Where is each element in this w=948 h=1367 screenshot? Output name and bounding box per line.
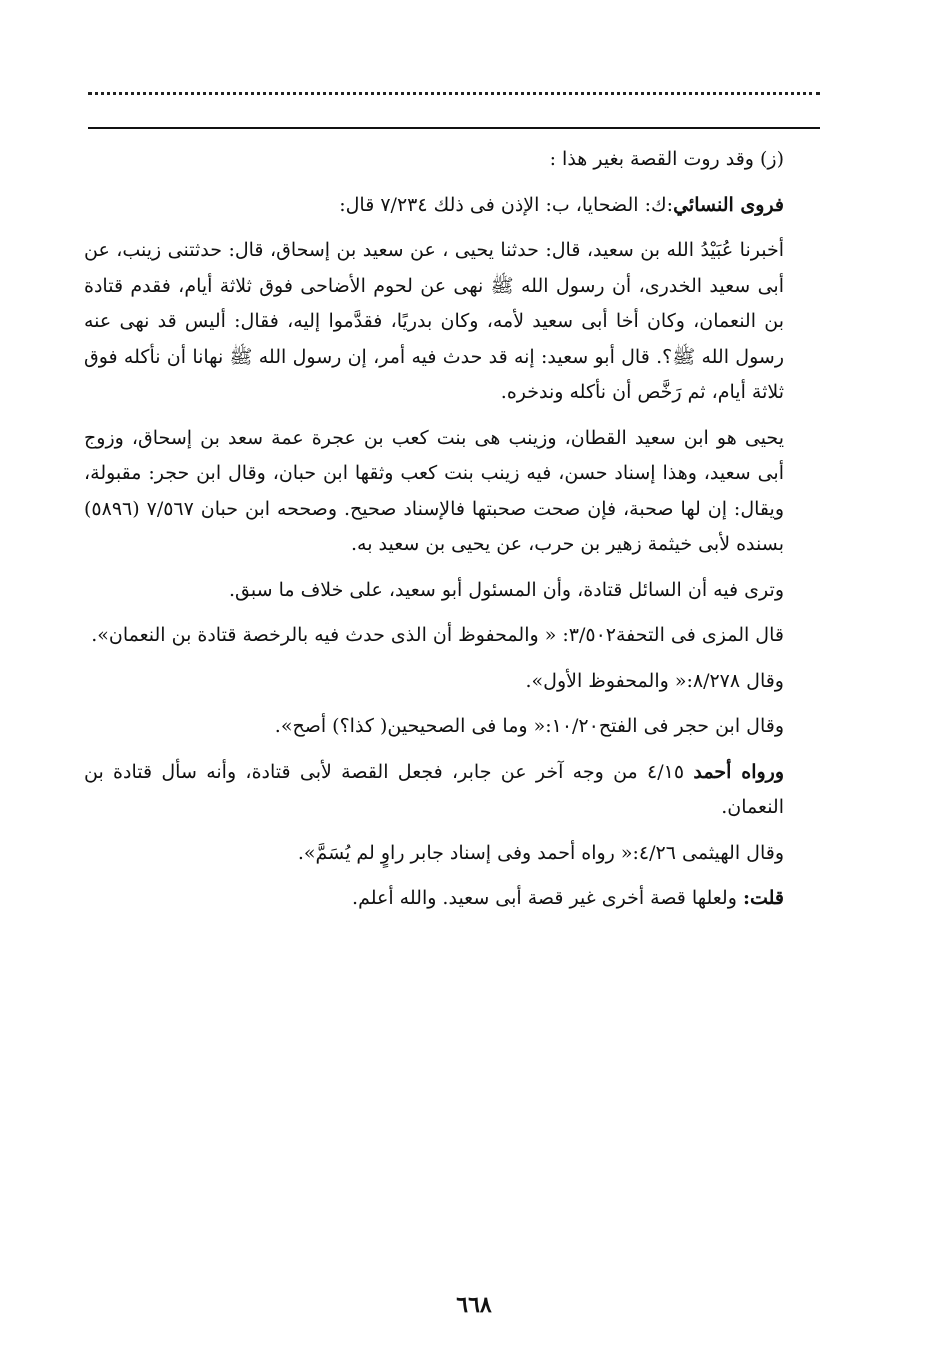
paragraph-haythami: وقال الهيثمى ٤/٢٦:« رواه أحمد وفى إسناد جابر راوٍ لم يُسَمَّ».	[297, 841, 784, 864]
paragraph-intro: (ز) وقد روت القصة بغير هذا :	[549, 148, 784, 170]
paragraph-note: وترى فيه أن السائل قتادة، وأن المسئول أبو سعيد، على خلاف ما سبق.	[229, 578, 784, 601]
paragraph-ibn-hajar: وقال ابن حجر فى الفتح١٠/٢٠:« وما فى الصحيحين( كذا؟) أصح».	[274, 715, 784, 737]
source-reference: :ك: الضحايا، ب: الإذن فى ذلك ٧/٢٣٤ قال:	[339, 193, 674, 216]
paragraph-conclusion	[84, 881, 824, 917]
source-heading-ahmad: ورواه أحمد	[693, 760, 784, 783]
header-rule	[88, 127, 820, 129]
paragraph-commentary: يحيى هو ابن سعيد القطان، وزينب هى بنت كعب بن عجرة عمة سعد بن إسحاق، وزوج أبى سعيد، وهذا إسناد حسن، فيه زينب بنت كعب وثقها ابن حبان، وقال ابن حجر: مقبولة، ويقال: إن لها صحبة، فإن صحت صحبتها فالإسناد صحيح. وصححه ابن حبان ٧/٥٦٧ (٥٨٩٦) بسنده لأبى خيثمة زهير بن حرب، عن يحيى بن سعيد به.	[84, 426, 784, 555]
conclusion-text: ولعلها قصة أخرى غير قصة أبى سعيد. والله أعلم.	[352, 887, 743, 909]
paragraph-hadith: أخبرنا عُبَيْدُ الله بن سعيد، قال: حدثنا يحيى ، عن سعيد بن إسحاق، قال: حدثتنى زينب، عن أبى سعيد الخدرى، أن رسول الله ﷺ نهى عن لحوم الأضاحى فوق ثلاثة أيام، فقدم قتادة بن النعمان، وكان أخا أبى سعيد لأمه، وكان بدريًا، فقدَّموا إليه، فقال: أليس قد نهى عنه رسول الله ﷺ؟. قال أبو سعيد: إنه قد حدث فيه أمر، إن رسول الله ﷺ نهانا أن نأكله فوق ثلاثة أيام، ثم رَخَّص أن نأكله وندخره.	[84, 239, 784, 403]
paragraph-mizzi: قال المزى فى التحفة٣/٥٠٢: « والمحفوظ أن الذى حدث فيه بالرخصة قتادة بن النعمان».	[91, 624, 784, 646]
source-heading-nasai: فروى النسائي	[673, 193, 784, 216]
dotted-rule	[88, 92, 820, 95]
ahmad-reference: ٤/١٥ من وجه آخر عن جابر، فجعل القصة لأبى قتادة، وأنه سأل قتادة بن النعمان.	[84, 760, 784, 818]
paragraph-nasai-source	[84, 188, 824, 224]
page-number: ٦٦٨	[456, 1292, 492, 1318]
paragraph-ahmad	[84, 755, 824, 826]
paragraph-mizzi-2: وقال ٨/٢٧٨:« والمحفوظ الأول».	[525, 669, 784, 692]
conclusion-heading: قلت:	[742, 887, 784, 909]
main-text	[84, 142, 824, 927]
